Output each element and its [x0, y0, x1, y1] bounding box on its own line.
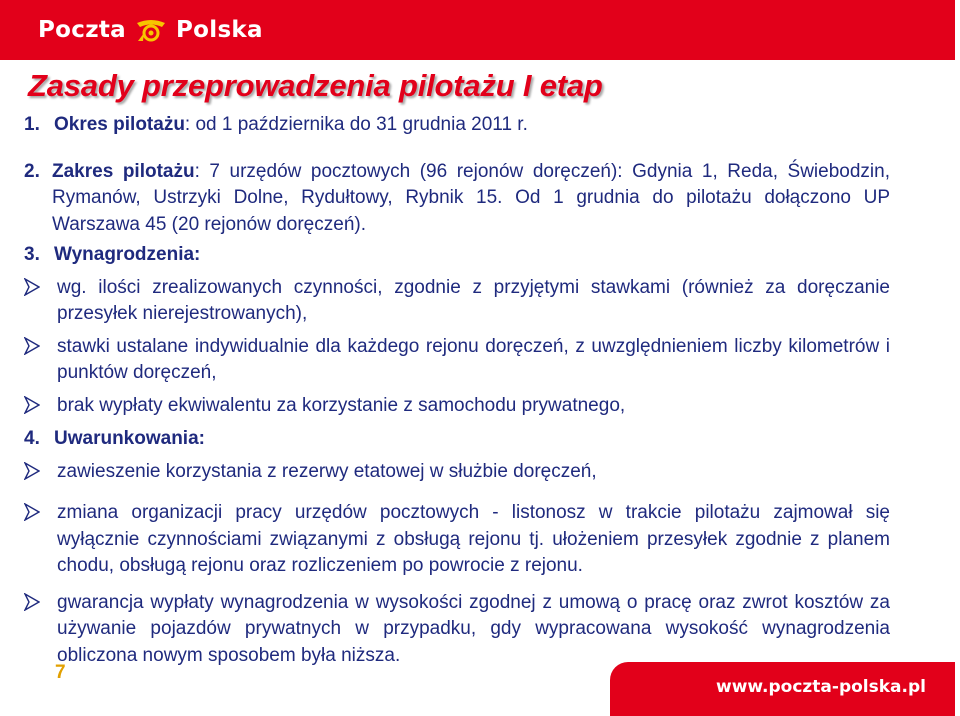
item-okres [24, 112, 890, 139]
item-number: 2. [24, 160, 40, 182]
item-number: 1. [24, 114, 40, 135]
list-item-text: brak wypłaty ekwiwalentu za korzystanie z samochodu prywatnego, [57, 394, 626, 416]
poczta-polska-logo [38, 14, 263, 46]
arrow-bullet-icon [24, 334, 57, 387]
list-item [24, 275, 890, 328]
list-item [24, 334, 890, 387]
item-uwarunkowania [24, 426, 890, 453]
list-item [24, 393, 890, 423]
item-text: : od 1 października do 31 grudnia 2011 r. [184, 114, 528, 135]
list-item-text: gwarancja wypłaty wynagrodzenia w wysokości zgodnej z umową o pracę oraz zwrot kosztów za używanie pojazdów prywatnych w przypadku, gdy wypracowana wysokość wynagrodzenia obliczona nowym sposobem była niższa. [57, 591, 890, 666]
list-item [24, 459, 890, 489]
slide-title: Zasady przeprowadzenia pilotażu I etap [28, 68, 603, 103]
list-item-text: zawieszenie korzystania z rezerwy etatowej w służbie doręczeń, [57, 460, 597, 482]
brand-right: Polska [176, 17, 263, 43]
item-label: Okres pilotażu [54, 114, 185, 135]
item-wynagrodzenia [24, 242, 890, 269]
brand-left: Poczta [38, 17, 126, 43]
list-item-text: zmiana organizacji pracy urzędów pocztowych - listonosz w trakcie pilotażu zajmował się wyłącznie czynnościami związanymi z obsługą rejonu tj. ułożeniem przesyłek zgodnie z planem chodu, obsługą rejonu oraz rozliczeniem po powrocie z rejonu. [57, 502, 890, 576]
arrow-bullet-icon [24, 590, 57, 670]
item-number: 3. [24, 244, 40, 265]
item-text: : 7 urzędów pocztowych (96 rejonów doręczeń): Gdynia 1, Reda, Świebodzin, Rymanów, Ustrzyki Dolne, Rydułtowy, Rybnik 15. Od 1 grudnia do pilotażu dołączono UP Warszawa 45 (20 rejonów doręczeń). [52, 160, 890, 235]
brand-bar [0, 0, 955, 60]
list-item [24, 500, 890, 580]
arrow-bullet-icon [24, 275, 57, 328]
list-item [24, 590, 890, 670]
arrow-bullet-icon [24, 459, 57, 489]
arrow-bullet-icon [24, 500, 57, 580]
page-number: 7 [55, 662, 66, 683]
list-item-text: stawki ustalane indywidualnie dla każdego rejonu doręczeń, z uwzględnieniem liczby kilometrów i punktów doręczeń, [57, 335, 890, 383]
item-number: 4. [24, 428, 40, 449]
arrow-bullet-icon [24, 393, 57, 423]
slide-content [24, 112, 890, 669]
item-zakres [24, 159, 890, 239]
item-label: Zakres pilotażu [52, 160, 195, 182]
header [0, 0, 960, 62]
list-item-text: wg. ilości zrealizowanych czynności, zgodnie z przyjętymi stawkami (również za doręczanie przesyłek nierejestrowanych), [57, 276, 890, 324]
item-label: Wynagrodzenia: [54, 244, 201, 265]
item-label: Uwarunkowania: [54, 428, 205, 449]
footer [0, 662, 960, 716]
post-horn-icon [134, 15, 168, 45]
footer-url: www.poczta-polska.pl [716, 677, 926, 697]
